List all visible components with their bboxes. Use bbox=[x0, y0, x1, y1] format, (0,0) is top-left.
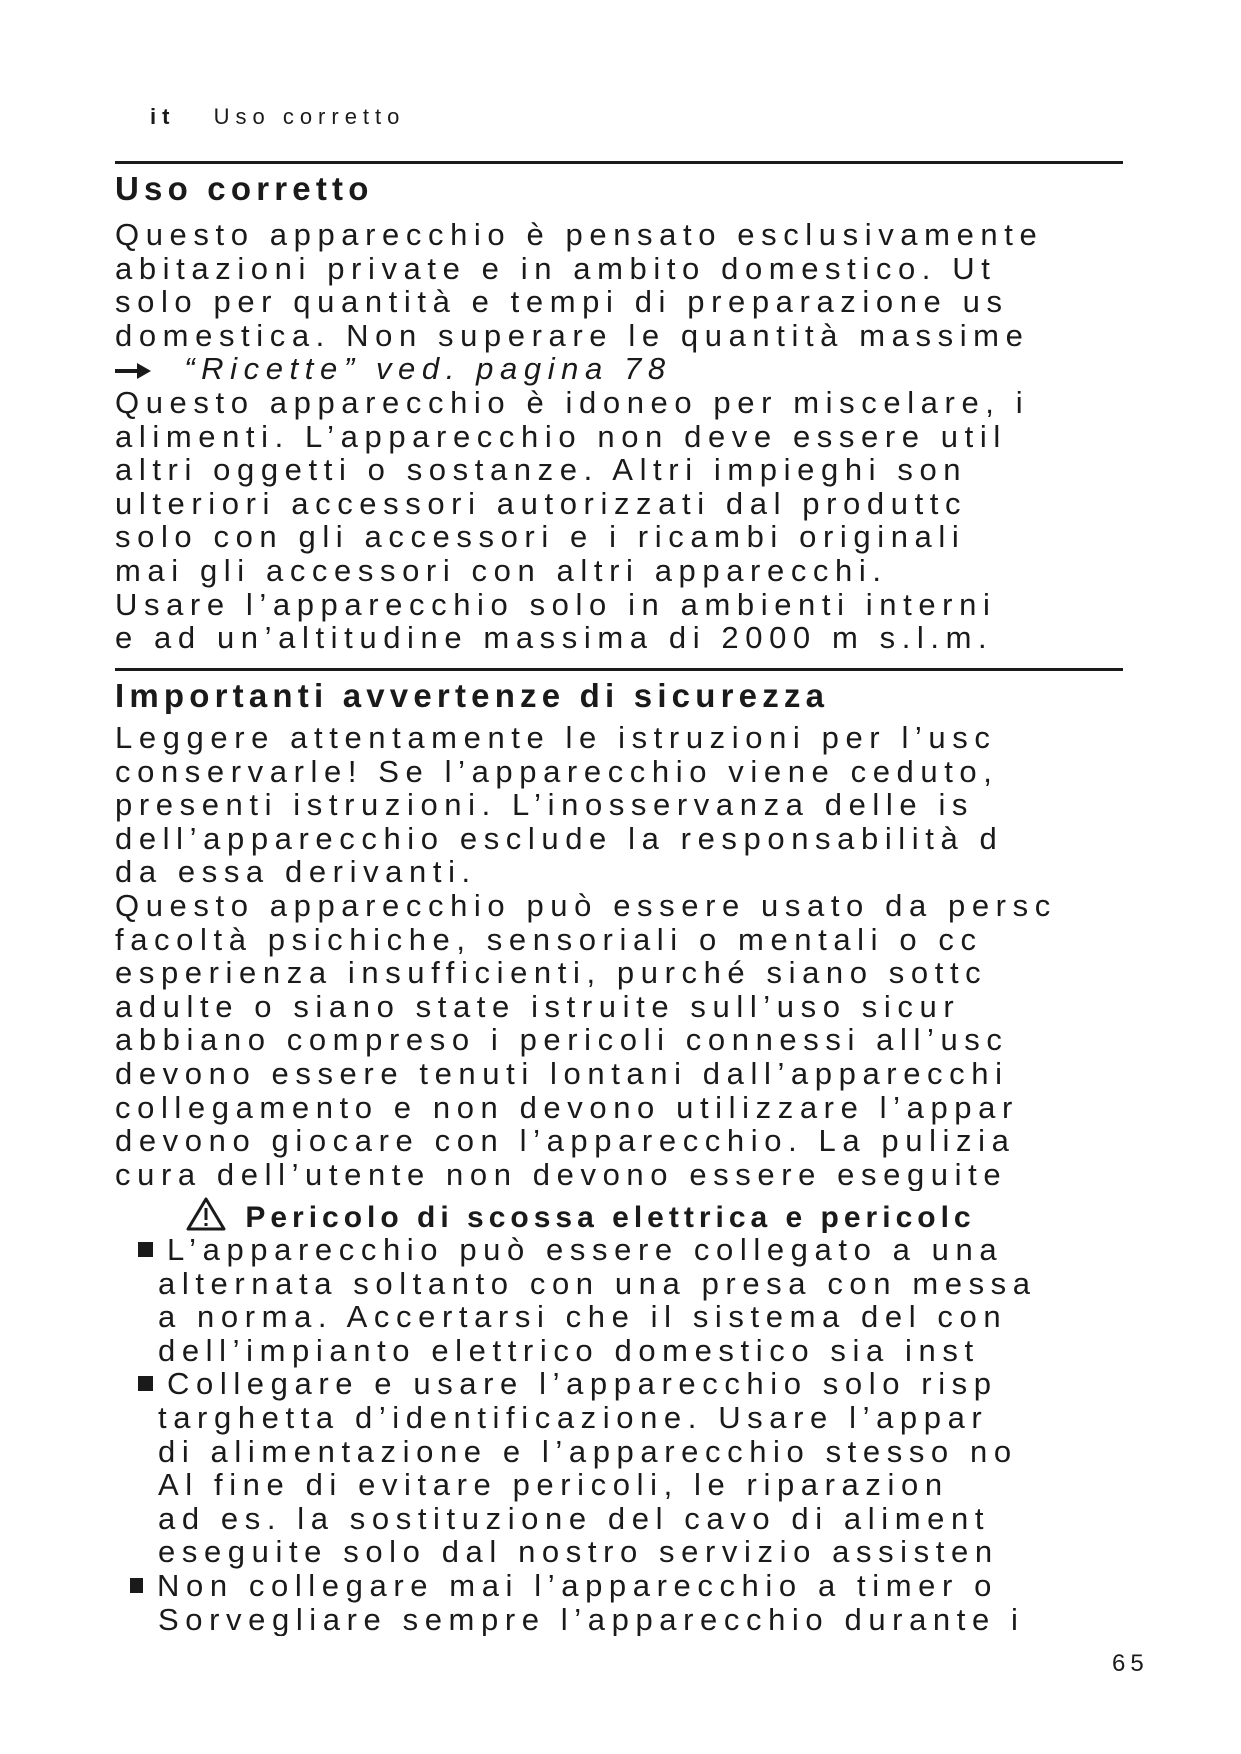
text-line: altri oggetti o sostanze. Altri impieghi son bbox=[115, 452, 968, 488]
list-item: L’apparecchio può essere collegato a una bbox=[130, 1233, 1241, 1267]
section-heading-uso: Uso corretto bbox=[115, 170, 374, 207]
text-line: abbiano compreso i pericoli connessi all’usc bbox=[115, 1022, 1009, 1058]
text-line: da essa derivanti. bbox=[115, 854, 477, 890]
text-line: a norma. Accertarsi che il sistema del con bbox=[158, 1299, 1008, 1335]
text-line: domestica. Non superare le quantità massime bbox=[115, 317, 1030, 353]
text-line: presenti istruzioni. L’inosservanza delle is bbox=[115, 787, 975, 823]
text-line: facoltà psichiche, sensoriali o mentali o cc bbox=[115, 921, 983, 957]
text-line: alternata soltanto con una presa con messa bbox=[158, 1265, 1037, 1301]
arrow-right-icon bbox=[115, 351, 166, 386]
text-line: dell’apparecchio esclude la responsabilità d bbox=[115, 820, 1004, 856]
text-line: dell’impianto elettrico domestico sia inst bbox=[158, 1332, 980, 1368]
uso-paragraph bbox=[115, 218, 1241, 655]
text-line: conservarle! Se l’apparecchio viene ceduto, bbox=[115, 753, 999, 789]
warning-triangle-icon bbox=[186, 1201, 245, 1234]
text-line: eseguite solo dal nostro servizio assisten bbox=[158, 1534, 999, 1570]
section-rule bbox=[115, 668, 1123, 671]
text-line: Usare l’apparecchio solo in ambienti interni bbox=[115, 586, 997, 622]
bullet-square-icon bbox=[130, 1578, 143, 1593]
electric-shock-warning bbox=[186, 1197, 1241, 1236]
bullet-square-icon bbox=[138, 1242, 153, 1257]
recipe-reference-text: “Ricette” ved. pagina 78 bbox=[184, 351, 672, 387]
list-item: Non collegare mai l’apparecchio a timer o bbox=[130, 1569, 1241, 1603]
text-line: solo per quantità e tempi di preparazione us bbox=[115, 284, 1009, 320]
text-line: cura dell’utente non devono essere eseguite bbox=[115, 1156, 1008, 1192]
warning-bullet-list bbox=[130, 1233, 1241, 1636]
page-number: 65 bbox=[1112, 1650, 1149, 1677]
text-line: Sorvegliare sempre l’apparecchio durante i bbox=[158, 1601, 1025, 1637]
text-line: Leggere attentamente le istruzioni per l’usc bbox=[115, 721, 997, 755]
text-line: ad es. la sostituzione del cavo di aliment bbox=[158, 1500, 991, 1536]
section-heading-sicurezza: Importanti avvertenze di sicurezza bbox=[115, 677, 830, 714]
text-line: devono essere tenuti lontani dall’apparecchi bbox=[115, 1055, 1009, 1091]
text-line: solo con gli accessori e i ricambi originali bbox=[115, 519, 966, 555]
running-header bbox=[150, 104, 405, 130]
text-line: abitazioni private e in ambito domestico. Ut bbox=[115, 250, 997, 286]
text-line: Questo apparecchio è idoneo per miscelare, i bbox=[115, 384, 1030, 420]
text-line: alimenti. L’apparecchio non deve essere util bbox=[115, 418, 1007, 454]
text-line: Al fine di evitare pericoli, le riparazion bbox=[158, 1467, 949, 1503]
text-line: collegamento e non devono utilizzare l’appar bbox=[115, 1089, 1019, 1125]
recipe-reference bbox=[115, 352, 1241, 386]
bullet-square-icon bbox=[138, 1376, 153, 1391]
text-line: Questo apparecchio può essere usato da persc bbox=[115, 887, 1057, 923]
header-section-title: Uso corretto bbox=[213, 104, 406, 129]
warning-title: Pericolo di scossa elettrica e pericolc bbox=[245, 1201, 976, 1234]
text-line: adulte o siano state istruite sull’uso sicur bbox=[115, 988, 961, 1024]
section-rule bbox=[115, 161, 1123, 164]
text-line: mai gli accessori con altri apparecchi. bbox=[115, 552, 888, 588]
text-line: Questo apparecchio è pensato esclusivamente bbox=[115, 218, 1044, 252]
text-line: di alimentazione e l’apparecchio stesso no bbox=[158, 1433, 1018, 1469]
text-line: devono giocare con l’apparecchio. La pulizia bbox=[115, 1123, 1016, 1159]
language-code: it bbox=[150, 104, 176, 129]
text-line: targhetta d’identificazione. Usare l’appar bbox=[158, 1399, 989, 1435]
sicurezza-paragraph bbox=[115, 721, 1241, 1191]
text-line: e ad un’altitudine massima di 2000 m s.l.m. bbox=[115, 620, 994, 655]
text-line: ulteriori accessori autorizzati dal produttc bbox=[115, 485, 968, 521]
text-line: esperienza insufficienti, purché siano sottc bbox=[115, 955, 988, 991]
list-item: Collegare e usare l’apparecchio solo risp bbox=[130, 1367, 1241, 1401]
